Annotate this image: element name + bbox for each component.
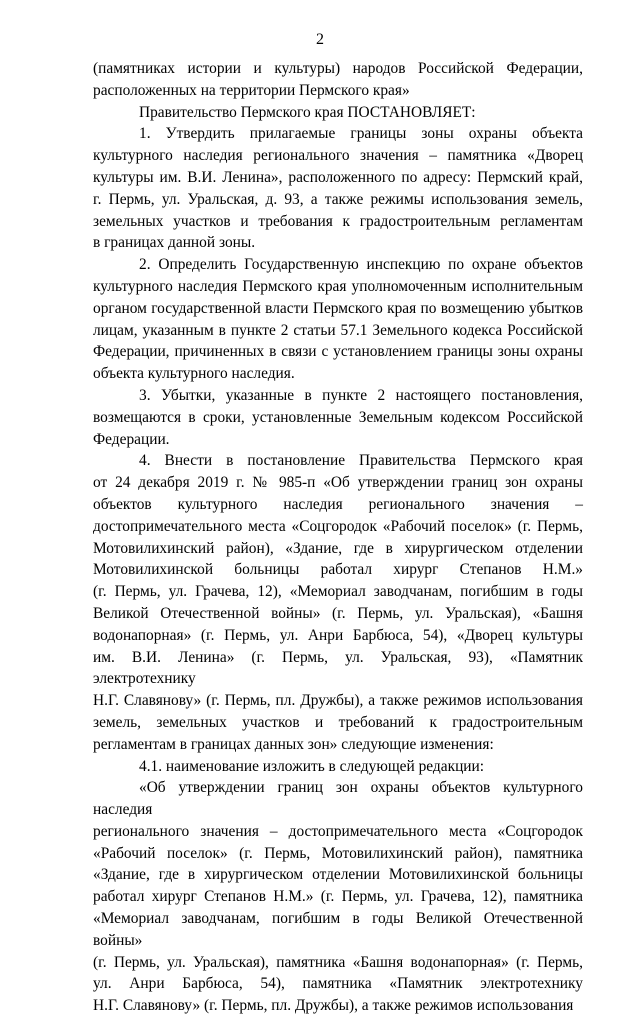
paragraph-line: «Мемориал заводчанам, погибшим в годы Великой Отечественной войны» (93, 910, 583, 949)
paragraph-line: регламентам в границах данных зон» следующие изменения: (93, 735, 494, 753)
paragraph-line: 2. Определить Государственную инспекцию по охране объектов (139, 256, 583, 274)
paragraph-line: 4.1. наименование изложить в следующей редакции: (139, 757, 485, 775)
page-number: 2 (316, 31, 324, 48)
paragraph-line: «Здание, где в хирургическом отделении Мотовилихинской больницы (93, 866, 583, 884)
paragraph-line: Мотовилихинской больницы работал хирург Степанов Н.М.» (93, 561, 583, 579)
paragraph-line: (г. Пермь, ул. Уральская), памятника «Башня водонапорная» (г. Пермь, (93, 953, 583, 971)
paragraph (93, 385, 583, 450)
paragraph (93, 254, 583, 385)
paragraph-line: Н.Г. Славянову» (г. Пермь, пл. Дружбы), а также режимов использования (93, 692, 583, 710)
paragraph-line: г. Пермь, ул. Уральская, д. 93, а также режимы использования земель, (93, 190, 583, 208)
paragraph-line: Мотовилихинский район), «Здание, где в хирургическом отделении (93, 539, 583, 557)
paragraph-line: Правительство Пермского края ПОСТАНОВЛЯЕТ: (139, 103, 476, 121)
paragraph-line: «Об утверждении границ зон охраны объектов культурного наследия (93, 779, 583, 819)
paragraph-line: в границах данной зоны. (93, 234, 256, 252)
paragraph-line: лицам, указанным в пункте 2 статьи 57.1 Земельного кодекса Российской (93, 321, 583, 339)
paragraph (93, 123, 583, 254)
paragraph-line: расположенных на территории Пермского края» (93, 81, 410, 99)
paragraph-line: 3. Убытки, указанные в пункте 2 настоящего постановления, (139, 386, 583, 404)
paragraph-line: «Рабочий поселок» (г. Пермь, Мотовилихинский район), памятника (93, 844, 583, 862)
paragraph-line: земельных участков и требования к градостроительным регламентам (93, 212, 583, 230)
paragraph-line: ул. Анри Барбюса, 54), памятника «Памятник электротехнику (93, 975, 583, 993)
document-body (93, 58, 583, 1017)
paragraph-line: культурного наследия Пермского края уполномоченным исполнительным (93, 277, 583, 295)
paragraph-line: (г. Пермь, ул. Грачева, 12), «Мемориал заводчанам, погибшим в годы (93, 583, 583, 601)
paragraph-line: Федерации. (93, 430, 170, 448)
paragraph-line: от 24 декабря 2019 г. № 985-п «Об утверждении границ зон охраны (93, 474, 583, 492)
paragraph-line: (памятниках истории и культуры) народов Российской Федерации, (93, 60, 583, 77)
paragraph-line: Федерации, причиненных в связи с установлением границы зоны охраны (93, 343, 583, 361)
paragraph (93, 777, 583, 1017)
paragraph-line: объектов культурного наследия регионального значения – (93, 495, 583, 513)
paragraph-line: им. В.И. Ленина» (г. Пермь, ул. Уральская, 93), «Памятник электротехнику (93, 648, 583, 688)
paragraph (93, 756, 583, 778)
paragraph-line: регионального значения – достопримечательного места «Соцгородок (93, 822, 583, 840)
paragraph-line: 1. Утвердить прилагаемые границы зоны охраны объекта (139, 125, 583, 143)
paragraph-line: работал хирург Степанов Н.М.» (г. Пермь, ул. Грачева, 12), памятника (93, 888, 583, 906)
paragraph-line: объекта культурного наследия. (93, 365, 295, 383)
paragraph (93, 450, 583, 755)
paragraph-line: 4. Внести в постановление Правительства Пермского края (139, 452, 583, 470)
paragraph (93, 58, 583, 102)
paragraph-line: достопримечательного места «Соцгородок «Рабочий поселок» (г. Пермь, (93, 517, 583, 535)
paragraph-line: Великой Отечественной войны» (г. Пермь, ул. Уральская), «Башня (93, 604, 583, 622)
paragraph-line: возмещаются в сроки, установленные Земельным кодексом Российской (93, 408, 583, 426)
paragraph-line: органом государственной власти Пермского края по возмещению убытков (93, 299, 583, 317)
paragraph (93, 102, 583, 124)
paragraph-line: Н.Г. Славянову» (г. Пермь, пл. Дружбы), а также режимов использования (93, 997, 574, 1015)
paragraph-line: земель, земельных участков и требований к градостроительным (93, 713, 583, 731)
paragraph-line: водонапорная» (г. Пермь, ул. Анри Барбюса, 54), «Дворец культуры (93, 626, 583, 644)
paragraph-line: культуры им. В.И. Ленина», расположенного по адресу: Пермский край, (93, 168, 583, 186)
paragraph-line: культурного наследия регионального значения – памятника «Дворец (93, 147, 583, 165)
